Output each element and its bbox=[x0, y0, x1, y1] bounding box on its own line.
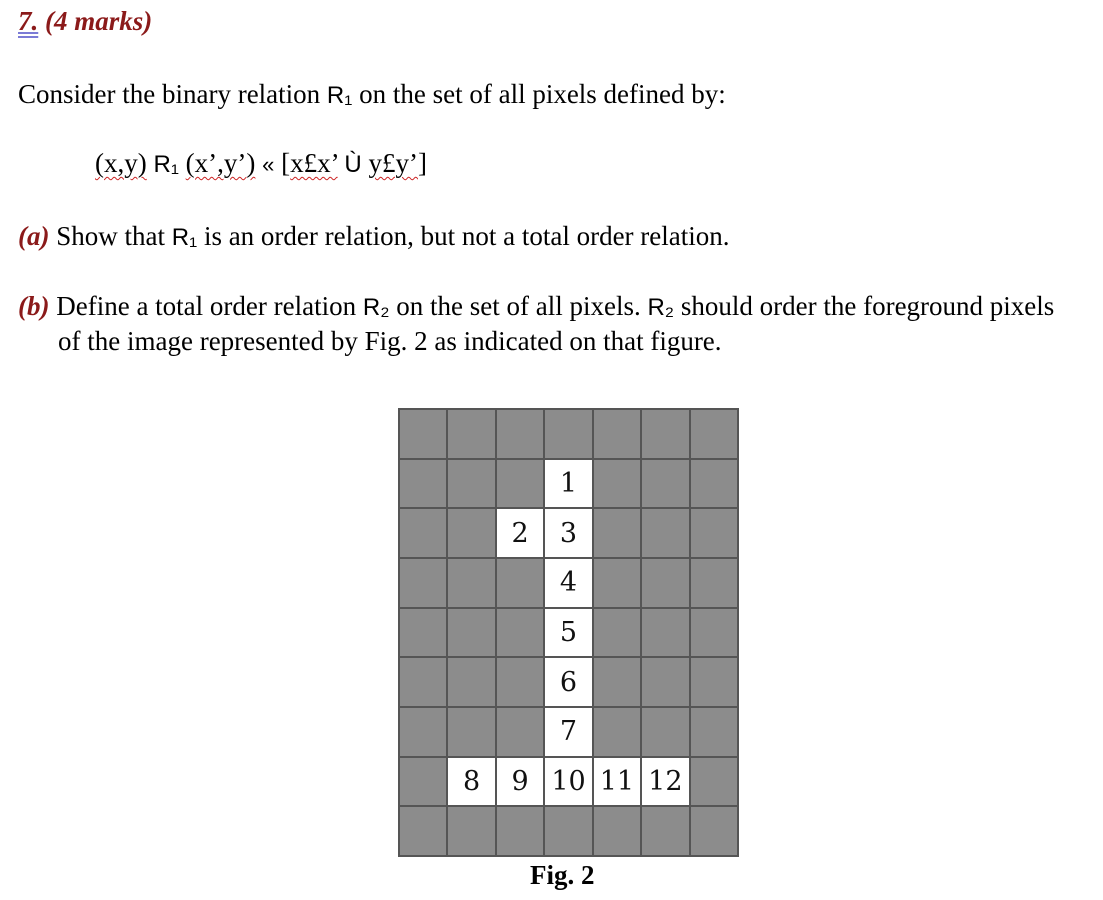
foreground-pixel: 8 bbox=[447, 757, 495, 807]
intro-before: Consider the binary relation bbox=[18, 79, 327, 109]
background-pixel bbox=[496, 459, 544, 509]
part-b-line1-mid: on the set of all pixels. bbox=[389, 291, 648, 321]
background-pixel bbox=[447, 409, 495, 459]
background-pixel bbox=[690, 608, 738, 658]
foreground-pixel: 1 bbox=[544, 459, 592, 509]
background-pixel bbox=[399, 508, 447, 558]
background-pixel bbox=[593, 558, 641, 608]
foreground-pixel: 4 bbox=[544, 558, 592, 608]
part-a-text-after: is an order relation, but not a total order relation. bbox=[203, 221, 730, 251]
background-pixel bbox=[593, 508, 641, 558]
background-pixel bbox=[399, 757, 447, 807]
background-pixel bbox=[399, 657, 447, 707]
background-pixel bbox=[399, 459, 447, 509]
foreground-pixel: 5 bbox=[544, 608, 592, 658]
intro-after: on the set of all pixels defined by: bbox=[352, 79, 726, 109]
background-pixel bbox=[593, 409, 641, 459]
background-pixel bbox=[399, 558, 447, 608]
background-pixel bbox=[690, 806, 738, 856]
background-pixel bbox=[544, 409, 592, 459]
formula-lhs: (x,y) bbox=[95, 148, 147, 178]
background-pixel bbox=[690, 657, 738, 707]
background-pixel bbox=[593, 608, 641, 658]
intro-line bbox=[18, 79, 726, 110]
background-pixel bbox=[641, 657, 689, 707]
background-pixel bbox=[593, 806, 641, 856]
relation-formula bbox=[95, 148, 427, 179]
background-pixel bbox=[447, 508, 495, 558]
part-b-line-1 bbox=[18, 291, 1054, 322]
background-pixel bbox=[496, 806, 544, 856]
formula-and: Ù bbox=[344, 151, 362, 178]
question-heading bbox=[18, 6, 152, 37]
foreground-pixel: 11 bbox=[593, 757, 641, 807]
background-pixel bbox=[447, 608, 495, 658]
background-pixel bbox=[641, 707, 689, 757]
background-pixel bbox=[447, 459, 495, 509]
background-pixel bbox=[399, 806, 447, 856]
background-pixel bbox=[399, 409, 447, 459]
part-a-relation: R₁ bbox=[171, 224, 198, 251]
background-pixel bbox=[593, 657, 641, 707]
background-pixel bbox=[496, 608, 544, 658]
figure-caption: Fig. 2 bbox=[530, 860, 595, 890]
foreground-pixel: 2 bbox=[496, 508, 544, 558]
question-number: 7. bbox=[18, 6, 39, 36]
part-a bbox=[18, 221, 730, 252]
background-pixel bbox=[496, 707, 544, 757]
background-pixel bbox=[641, 608, 689, 658]
background-pixel bbox=[641, 409, 689, 459]
background-pixel bbox=[496, 409, 544, 459]
background-pixel bbox=[593, 707, 641, 757]
background-pixel bbox=[690, 409, 738, 459]
formula-open: [ bbox=[281, 148, 291, 178]
foreground-pixel: 3 bbox=[544, 508, 592, 558]
part-b-line-2: of the image represented by Fig. 2 as indicated on that figure. bbox=[58, 326, 722, 356]
question-marks: (4 marks) bbox=[45, 6, 153, 36]
background-pixel bbox=[447, 806, 495, 856]
part-b-label: (b) bbox=[18, 291, 50, 321]
part-b-line1-after: should order the foreground pixels bbox=[674, 291, 1055, 321]
background-pixel bbox=[690, 707, 738, 757]
background-pixel bbox=[544, 806, 592, 856]
background-pixel bbox=[399, 707, 447, 757]
foreground-pixel: 6 bbox=[544, 657, 592, 707]
background-pixel bbox=[447, 707, 495, 757]
background-pixel bbox=[690, 459, 738, 509]
background-pixel bbox=[690, 757, 738, 807]
part-a-label: (a) bbox=[18, 221, 50, 251]
background-pixel bbox=[641, 806, 689, 856]
part-b-relation-1: R₂ bbox=[362, 294, 390, 321]
background-pixel bbox=[496, 558, 544, 608]
background-pixel bbox=[690, 508, 738, 558]
formula-cond1: x£x’ bbox=[290, 148, 338, 178]
formula-rhs-pair: (x’,y’) bbox=[185, 148, 256, 178]
formula-cond2: y£y’ bbox=[368, 148, 418, 178]
background-pixel bbox=[496, 657, 544, 707]
formula-iff: « bbox=[262, 152, 275, 177]
part-a-text-before: Show that bbox=[49, 221, 172, 251]
foreground-pixel: 7 bbox=[544, 707, 592, 757]
background-pixel bbox=[641, 558, 689, 608]
formula-relation: R₁ bbox=[153, 151, 179, 178]
background-pixel bbox=[690, 558, 738, 608]
foreground-pixel: 12 bbox=[641, 757, 689, 807]
foreground-pixel: 10 bbox=[544, 757, 592, 807]
background-pixel bbox=[447, 558, 495, 608]
intro-relation: R₁ bbox=[326, 82, 353, 109]
background-pixel bbox=[593, 459, 641, 509]
foreground-pixel: 9 bbox=[496, 757, 544, 807]
pixel-grid-figure bbox=[398, 408, 739, 857]
part-b-line1-before: Define a total order relation bbox=[49, 291, 363, 321]
part-b-relation-2: R₂ bbox=[647, 294, 675, 321]
background-pixel bbox=[447, 657, 495, 707]
background-pixel bbox=[641, 459, 689, 509]
background-pixel bbox=[641, 508, 689, 558]
formula-close: ] bbox=[417, 148, 427, 178]
background-pixel bbox=[399, 608, 447, 658]
